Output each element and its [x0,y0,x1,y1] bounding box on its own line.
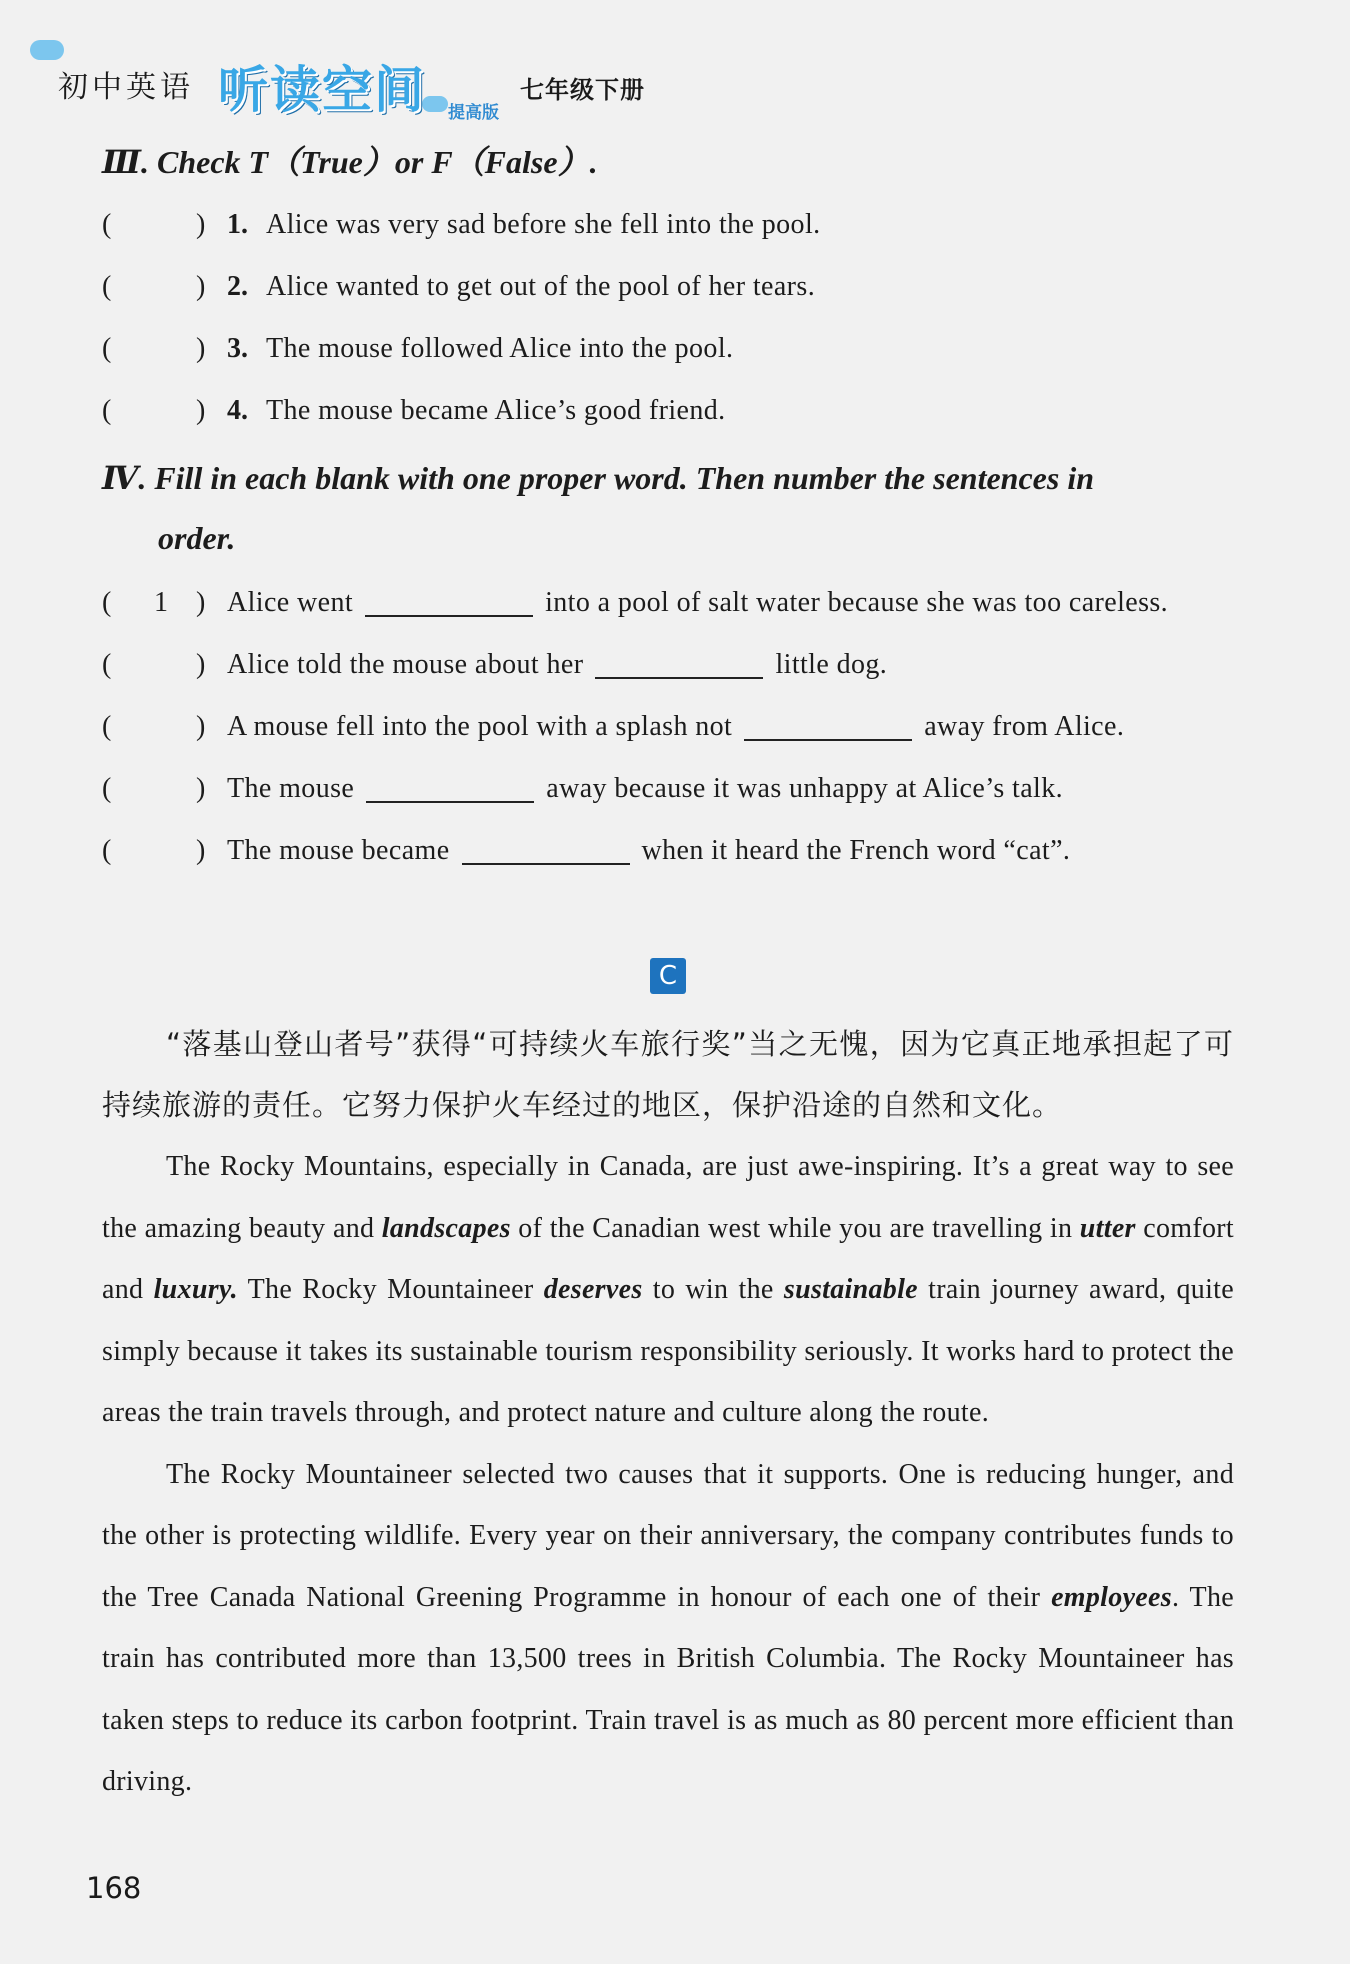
answer-box[interactable]: 1 [154,587,168,618]
section-4-title-line1: Ⅳ. Fill in each blank with one proper word. Then number the sentences in [102,460,1094,496]
section-4-title-line2: order. [158,520,236,556]
sentence-before: Alice went [227,587,354,618]
question-text: Alice wanted to get out of the pool of her tears. [266,271,816,302]
question-number: 4. [227,395,248,426]
tf-question: ( ) 2. Alice wanted to get out of the pool of her tears. [102,271,816,302]
question-number: 1. [227,209,248,240]
passage-label: C [650,958,686,994]
sentence-after: away from Alice. [924,711,1125,742]
sentence-after: when it heard the French word “cat”. [641,835,1071,866]
tf-question: ( ) 4. The mouse became Alice’s good friend. [102,395,726,426]
passage-paragraph-1: The Rocky Mountains, especially in Canada, are just awe-inspiring. It’s a great way to see the amazing beauty and landscapes of the Canadian west while you are travelling in utter comfort and luxury. The Rocky Mountaineer deserves to win the sustainable train journey award, quite simply because it takes its sustainable tourism responsibility seriously. It works hard to protect the areas the train travels through, and protect nature and culture along the route. [102,1151,1234,1428]
fill-question: ( ) The mouse became when it heard the French word “cat”. [102,826,1234,888]
section-3-title: Ⅲ. Check T（True）or F（False）. [102,144,598,180]
edition-label: 提高版 [448,103,499,123]
fill-question: ( ) Alice told the mouse about her little dog. [102,640,1234,702]
keyword: employees [1051,1581,1172,1613]
blank-field[interactable] [744,705,912,741]
fill-question: ( 1 ) Alice went into a pool of salt water because she was too careless. [102,578,1234,640]
chinese-intro: “落基山登山者号”获得“可持续火车旅行奖”当之无愧，因为它真正地承担起了可持续旅游的责任。它努力保护火车经过的地区，保护沿途的自然和文化。 [102,1027,1234,1122]
section-4-title [102,448,1234,568]
question-text: Alice was very sad before she fell into the pool. [266,209,821,240]
keyword: landscapes [381,1212,511,1244]
sentence-before: A mouse fell into the pool with a splash not [227,711,733,742]
question-text: The mouse followed Alice into the pool. [266,333,734,364]
fill-question: ( ) The mouse away because it was unhappy at Alice’s talk. [102,764,1234,826]
fill-question: ( ) A mouse fell into the pool with a splash not away from Alice. [102,702,1234,764]
series-title: 初中英语 [58,70,194,105]
sentence-after: into a pool of salt water because she was too careless. [545,587,1169,618]
keyword: deserves [543,1274,643,1305]
question-text: The mouse became Alice’s good friend. [266,395,726,426]
cloud-icon [30,40,64,60]
question-number: 2. [227,271,248,302]
sentence-before: The mouse became [227,835,450,866]
keyword: luxury. [153,1274,238,1305]
sentence-after: little dog. [775,649,888,680]
blank-field[interactable] [366,767,534,803]
blank-field[interactable] [595,643,763,679]
tf-question: ( ) 3. The mouse followed Alice into the pool. [102,333,734,364]
brand-logo: 听读空间 [218,61,426,119]
blank-field[interactable] [462,829,630,865]
blank-field[interactable] [365,581,533,617]
page-number: 168 [86,1871,142,1905]
sentence-before: The mouse [227,773,355,804]
keyword: utter [1079,1212,1136,1244]
sentence-before: Alice told the mouse about her [227,649,584,680]
question-number: 3. [227,333,248,364]
keyword: sustainable [783,1274,918,1305]
grade-label: 七年级下册 [520,76,645,104]
tf-question: ( ) 1. Alice was very sad before she fell into the pool. [102,209,821,240]
passage-paragraph-2: The Rocky Mountaineer selected two causes that it supports. One is reducing hunger, and the other is protecting wildlife. Every year on their anniversary, the company contributes funds to the Tree Canada National Greening Programme in honour of each one of their employees. The train has contributed more than 13,500 trees in British Columbia. The Rocky Mountaineer has taken steps to reduce its carbon footprint. Train travel is as much as 80 percent more efficient than driving. [102,1458,1234,1797]
page-header [30,40,730,130]
passage-label-wrap [102,958,1234,1010]
sentence-after: away because it was unhappy at Alice’s talk. [546,773,1064,804]
page-content [102,138,1234,1813]
